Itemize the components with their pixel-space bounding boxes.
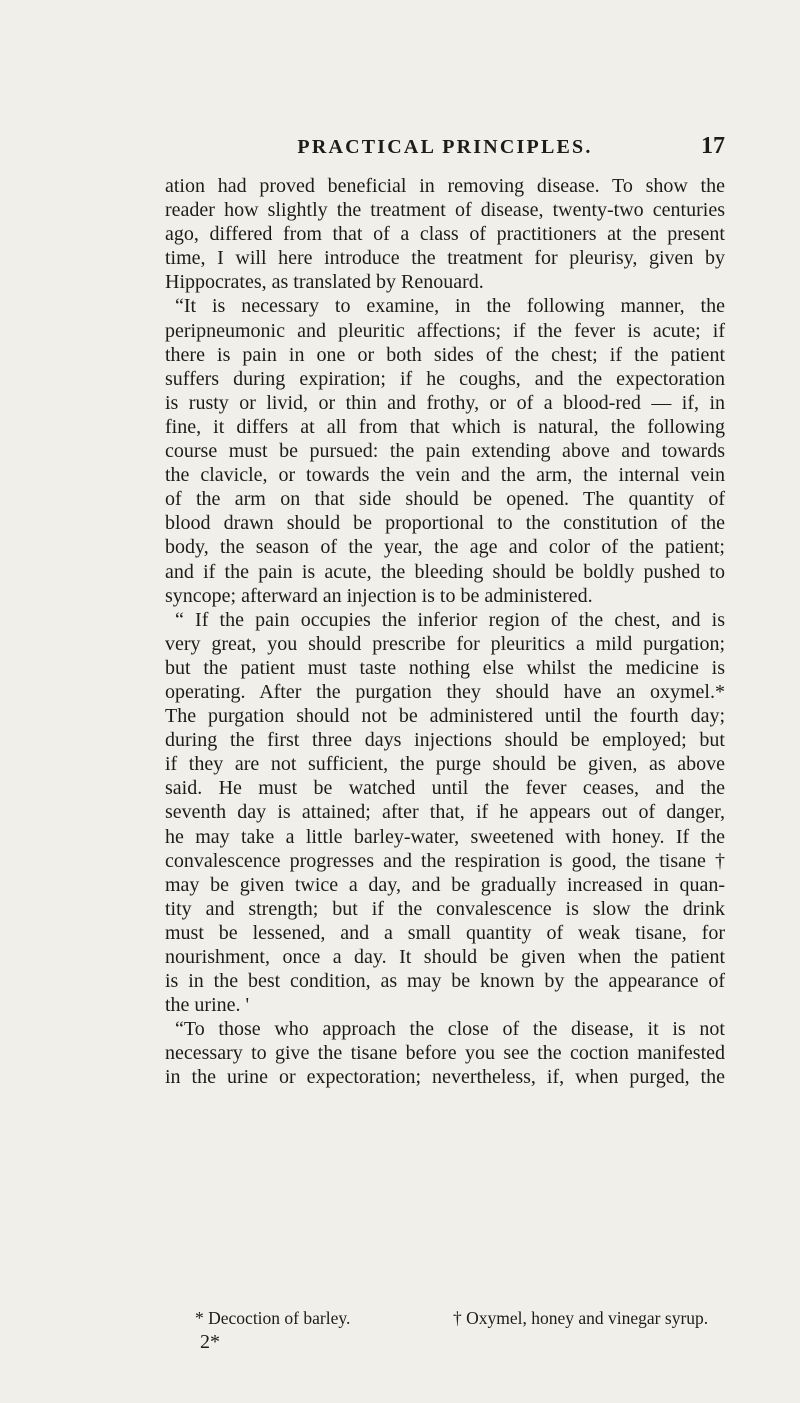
body-text bbox=[165, 174, 725, 1090]
text-line: the clavicle, or towards the vein and the arm, the internal vein bbox=[165, 464, 725, 487]
running-title: PRACTICAL PRINCIPLES. bbox=[297, 136, 593, 158]
text-line: seventh day is attained; after that, if he appears out of danger, bbox=[165, 801, 725, 824]
text-line: is rusty or livid, or thin and frothy, or of a blood-red — if, in bbox=[165, 391, 725, 414]
text-line: there is pain in one or both sides of the chest; if the patient bbox=[165, 343, 725, 366]
text-line: during the first three days injections should be employed; but bbox=[165, 729, 725, 752]
text-line: “It is necessary to examine, in the following manner, the bbox=[175, 295, 725, 318]
text-line: peripneumonic and pleuritic affections; if the fever is acute; if bbox=[165, 319, 725, 342]
text-line: course must be pursued: the pain extending above and towards bbox=[165, 440, 725, 463]
footnotes bbox=[195, 1307, 725, 1329]
text-line: if they are not sufficient, the purge should be given, as above bbox=[165, 753, 725, 776]
text-line: the urine. ' bbox=[165, 994, 250, 1017]
text-line: very great, you should prescribe for pleuritics a mild purgation; bbox=[165, 632, 725, 655]
text-line: “To those who approach the close of the disease, it is not bbox=[175, 1018, 725, 1041]
text-line: he may take a little barley-water, sweetened with honey. If the bbox=[165, 825, 725, 848]
text-line: syncope; afterward an injection is to be administered. bbox=[165, 584, 593, 607]
signature-mark: 2* bbox=[200, 1331, 220, 1353]
text-line: tity and strength; but if the convalescence is slow the drink bbox=[165, 897, 725, 920]
text-line: of the arm on that side should be opened. The quantity of bbox=[165, 488, 725, 511]
text-line: Hippocrates, as translated by Renouard. bbox=[165, 271, 484, 294]
text-line: time, I will here introduce the treatment for pleurisy, given by bbox=[165, 247, 725, 270]
text-line: is in the best condition, as may be known by the appearance of bbox=[165, 970, 725, 993]
text-line: and if the pain is acute, the bleeding should be boldly pushed to bbox=[165, 560, 725, 583]
page-header bbox=[165, 133, 725, 166]
text-line: convalescence progresses and the respiration is good, the tisane † bbox=[165, 849, 725, 872]
text-line: “ If the pain occupies the inferior region of the chest, and is bbox=[175, 608, 725, 631]
text-line: ation had proved beneficial in removing disease. To show the bbox=[165, 175, 725, 197]
text-line: but the patient must taste nothing else whilst the medicine is bbox=[165, 656, 725, 679]
text-line: suffers during expiration; if he coughs, and the expectoration bbox=[165, 367, 725, 390]
text-line: necessary to give the tisane before you see the coction manifested bbox=[165, 1042, 725, 1065]
text-line: operating. After the purgation they should have an oxymel.* bbox=[165, 680, 725, 703]
text-line: nourishment, once a day. It should be given when the patient bbox=[165, 946, 725, 968]
text-line: ago, differed from that of a class of practitioners at the present bbox=[165, 223, 725, 246]
text-line: fine, it differs at all from that which is natural, the following bbox=[165, 415, 725, 438]
footnote-decoction: * Decoction of barley. bbox=[195, 1308, 351, 1328]
text-line: may be given twice a day, and be gradually increased in quan- bbox=[165, 873, 725, 896]
text-line: in the urine or expectoration; nevertheless, if, when purged, the bbox=[165, 1066, 725, 1089]
text-line: blood drawn should be proportional to the constitution of the bbox=[165, 512, 725, 535]
footnote-oxymel: † Oxymel, honey and vinegar syrup. bbox=[453, 1308, 709, 1328]
text-line: said. He must be watched until the fever ceases, and the bbox=[165, 777, 725, 800]
text-line: must be lessened, and a small quantity of weak tisane, for bbox=[165, 921, 725, 944]
page-number: 17 bbox=[701, 133, 725, 159]
text-line: body, the season of the year, the age and color of the patient; bbox=[165, 536, 725, 559]
text-line: reader how slightly the treatment of disease, twenty-two centuries bbox=[165, 199, 725, 222]
text-line: The purgation should not be administered until the fourth day; bbox=[165, 705, 725, 728]
